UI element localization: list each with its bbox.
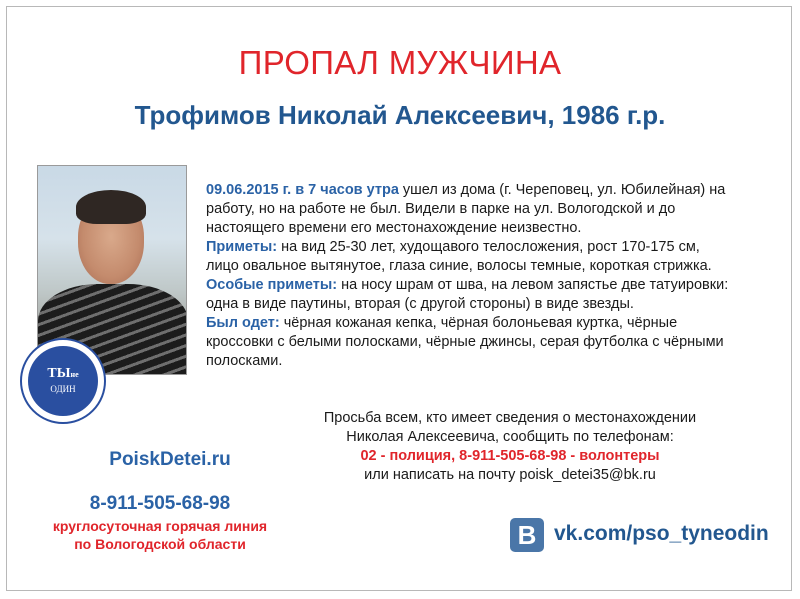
desc-line: работу, но на работе не был. Видели в парке на ул. Вологодской и до [206,201,676,217]
desc-line: 09.06.2015 г. в 7 часов утра ушел из дома (г. Череповец, ул. Юбилейная) на [206,182,726,198]
appeal-phones: 02 - полиция, 8-911-505-68-98 - волонтеры [360,448,660,464]
special-label: Особые приметы: [206,277,338,293]
appeal-line: Николая Алексеевича, сообщить по телефонам: [346,429,674,445]
clothes-line: кроссовки с белыми полосками, чёрные джинсы, серая футболка с чёрными [206,334,724,350]
special-line: одна в виде паутины, вторая (с другой стороны) в виде звезды. [206,296,634,312]
vk-icon: B [510,518,544,552]
logo-main-text: ТЫне [47,366,79,381]
logo-bottom-text: ОДИН [50,384,76,394]
clothes-label: Был одет: [206,315,280,331]
desc-line: настоящего времени его местонахождение неизвестно. [206,220,582,236]
desc-date: 09.06.2015 г. в 7 часов утра [206,182,399,198]
signs-line: Приметы: на вид 25-30 лет, худощавого телосложения, рост 170-175 см, [206,239,700,255]
vk-link[interactable]: vk.com/pso_tyneodin [554,522,769,545]
person-name: Трофимов Николай Алексеевич, 1986 г.р. [134,100,666,130]
signs-label: Приметы: [206,239,278,255]
poster-title: ПРОПАЛ МУЖЧИНА [238,44,562,81]
appeal-email: или написать на почту poisk_detei35@bk.ru [364,467,656,483]
signs-line: лицо овальное вытянутое, глаза синие, волосы темные, короткая стрижка. [206,258,712,274]
appeal-block [260,409,760,485]
hotline-phone: 8-911-505-68-98 [89,493,231,514]
clothes-line: полосками. [206,353,283,369]
description-block [206,181,776,371]
organization-logo [20,338,106,424]
clothes-line: Был одет: чёрная кожаная кепка, чёрная болоньевая куртка, чёрные [206,315,678,331]
photo-hair [76,190,146,224]
logo-inner [28,346,98,416]
site-link[interactable]: PoiskDetei.ru [109,449,231,470]
hotline-caption: круглосуточная горячая линия по Вологодской области [52,518,268,552]
appeal-line: Просьба всем, кто имеет сведения о местонахождении [323,410,697,426]
special-line: Особые приметы: на носу шрам от шва, на левом запястье две татуировки: [206,277,729,293]
